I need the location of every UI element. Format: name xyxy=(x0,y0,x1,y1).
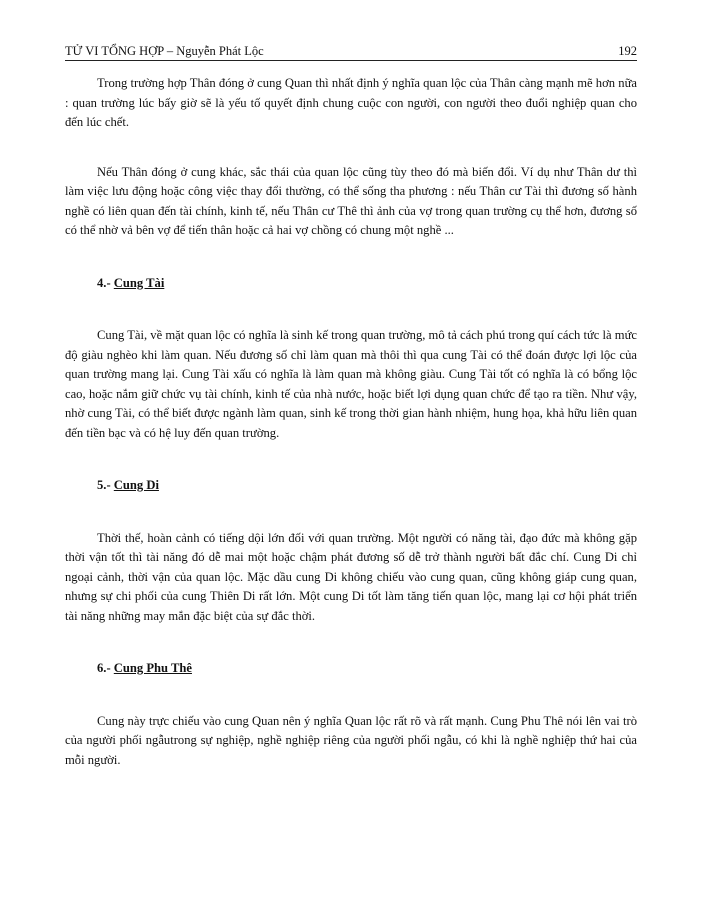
page-header xyxy=(65,40,637,61)
page-number: 192 xyxy=(618,44,637,58)
paragraph: Thời thế, hoàn cảnh có tiếng dội lớn đối với quan trường. Một người có năng tài, đạo đức mà không gặp thời vận tốt thì tài năng đó dễ mai một hoặc chậm phát đương số dễ trở thành người bất đắc chí. Cung Di chỉ ngoại cảnh, thời vận của quan lộc. Mặc dầu cung Di không chiếu vào cung quan, cũng không giáp cung quan, nhưng sự chi phối của cung Thiên Di rất lớn. Một cung Di tốt làm tăng tiến quan lộc, mang lại cơ hội phát triển tài năng những may mắn đặc biệt của sự đắc thời. xyxy=(65,530,637,623)
section-title: Cung Phu Thê xyxy=(113,661,192,675)
section-heading-cung-tai xyxy=(65,274,637,294)
section-title: Cung Tài xyxy=(113,275,165,290)
section-number: 6.- xyxy=(97,661,111,675)
page-content xyxy=(65,74,637,770)
section-heading-cung-di xyxy=(65,476,637,496)
header-title: TỬ VI TỔNG HỢP – Nguyễn Phát Lộc xyxy=(65,44,264,58)
section-number: 5.- xyxy=(97,478,111,492)
section-title: Cung Di xyxy=(113,478,159,492)
paragraph: Cung này trực chiếu vào cung Quan nên ý nghĩa Quan lộc rất rõ và rất mạnh. Cung Phu Thê nói lên vai trò của người phối ngẫutrong sự nghiệp, nghề nghiệp riêng của người phối ngẫu, có khi là nghề nghiệp thứ hai của mỗi người. xyxy=(65,713,637,767)
paragraph: Cung Tài, về mặt quan lộc có nghĩa là sinh kế trong quan trường, mô tả cách phú trong quí cách tức là mức độ giàu nghèo khi làm quan. Nếu đương số chỉ làm quan mà thôi thì qua cung Tài có thể đoán được lợi lộc của quan trường mang lại. Cung Tài xấu có nghĩa là làm quan mà không giàu. Cung Tài tốt có nghĩa là có bổng lộc cao, hoặc nắm giữ chức vụ tài chính, kinh tế của nhà nước, hoặc biết lợi dụng quan chức để tạo ra tiền. Như vậy, nhờ cung Tài, có thể biết được ngành làm quan, sinh kế trong thời gian hành nhiệm, hung họa, khả hữu liên quan đến tiền bạc và có hệ luy đến quan trường. xyxy=(65,328,637,440)
section-number: 4.- xyxy=(97,275,111,290)
paragraph: Nếu Thân đóng ở cung khác, sắc thái của quan lộc cũng tùy theo đó mà biến đổi. Ví dụ như Thân dư thì làm việc lưu động hoặc công việc thay đổi thường, có thể sống tha phương : nếu Thân cư Tài thì đương số hành nghề có liên quan đến tài chính, kinh tế, nếu Thân cư Thê thì ảnh của vợ trong quan trường cụ thể hơn, đương số có thể nhờ vả bên vợ để tiến thân hoặc cả hai vợ chồng có chung một nghề ... xyxy=(65,164,637,237)
paragraph: Trong trường hợp Thân đóng ở cung Quan thì nhất định ý nghĩa quan lộc của Thân càng mạnh mẽ hơn nữa : quan trường lúc bấy giờ sẽ là yếu tố quyết định chung cuộc con người, con người theo đuổi nghiệp quan cho đến lúc chết. xyxy=(65,76,637,129)
section-heading-cung-phu-the xyxy=(65,659,637,679)
